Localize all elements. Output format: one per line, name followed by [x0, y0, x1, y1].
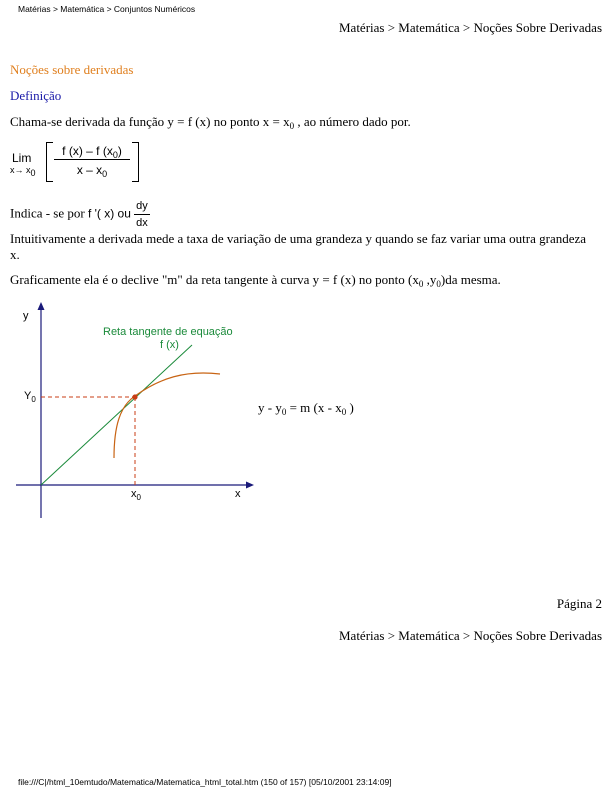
lim-subscript: $x\to x_0$: [10, 165, 36, 178]
dy-dx-fraction: $\frac{dy}{dx}$: [136, 200, 148, 229]
f-prime-notation: f '( x): [87, 206, 115, 221]
x0-label: $x_0$: [131, 488, 141, 502]
top-breadcrumb: Matérias > Matemática > Conjuntos Numéricos: [18, 4, 196, 14]
page-label: Página 2: [556, 596, 602, 611]
intuitive-paragraph: Intuitivamente a derivada mede a taxa de variação de uma grandeza y quando se faz variar uma outra grandeza x.: [10, 231, 587, 262]
limit-numerator: f (x) – f $(x_0)$: [54, 144, 130, 160]
limit-formula: [10, 142, 140, 184]
y0-label: $Y_0$: [24, 390, 36, 404]
breadcrumb: Matérias > Matemática > Noções Sobre Derivadas: [338, 20, 602, 35]
tangent-equation: $y - y_0 = m$ ($x - x_0$ ): [258, 400, 354, 417]
function-curve: [114, 373, 220, 458]
indica-text: Indica - se por f '( x) ou $\frac{dy}{dx}$: [10, 200, 148, 229]
y-axis-label: y: [23, 310, 29, 322]
footer-file-path: file:///C|/html_10emtudo/Matematica/Matematica_html_total.htm (150 of 157) [05/10/2001 23:14:09]: [18, 777, 392, 787]
x-axis-label: x: [235, 488, 241, 500]
section-title: Noções sobre derivadas: [10, 62, 134, 77]
right-bracket: [132, 142, 139, 182]
tangent-line: [41, 345, 192, 485]
tangent-point: [132, 394, 137, 399]
definition-subtitle: Definição: [10, 88, 62, 103]
tangent-label: Reta tangente de equação: [103, 326, 233, 338]
limit-denominator: x – $x_0$: [76, 163, 108, 179]
definition-text: Chama-se derivada da função y = f (x) no ponto $x = x_0$ , ao número dado por.: [10, 114, 411, 131]
tangent-figure: [0, 296, 270, 526]
x-axis-arrow: [246, 482, 254, 489]
left-bracket: [46, 142, 53, 182]
page-breadcrumb: Matérias > Matemática > Noções Sobre Derivadas: [338, 628, 602, 643]
lim-label: Lim: [12, 151, 32, 165]
graphic-paragraph: Graficamente ela é o declive "m" da reta tangente à curva y = f (x) no ponto ($x_0$ $,y_0)da$ mesma.: [10, 272, 501, 289]
y-axis-arrow: [38, 302, 45, 310]
curve-label: f (x): [160, 339, 179, 351]
